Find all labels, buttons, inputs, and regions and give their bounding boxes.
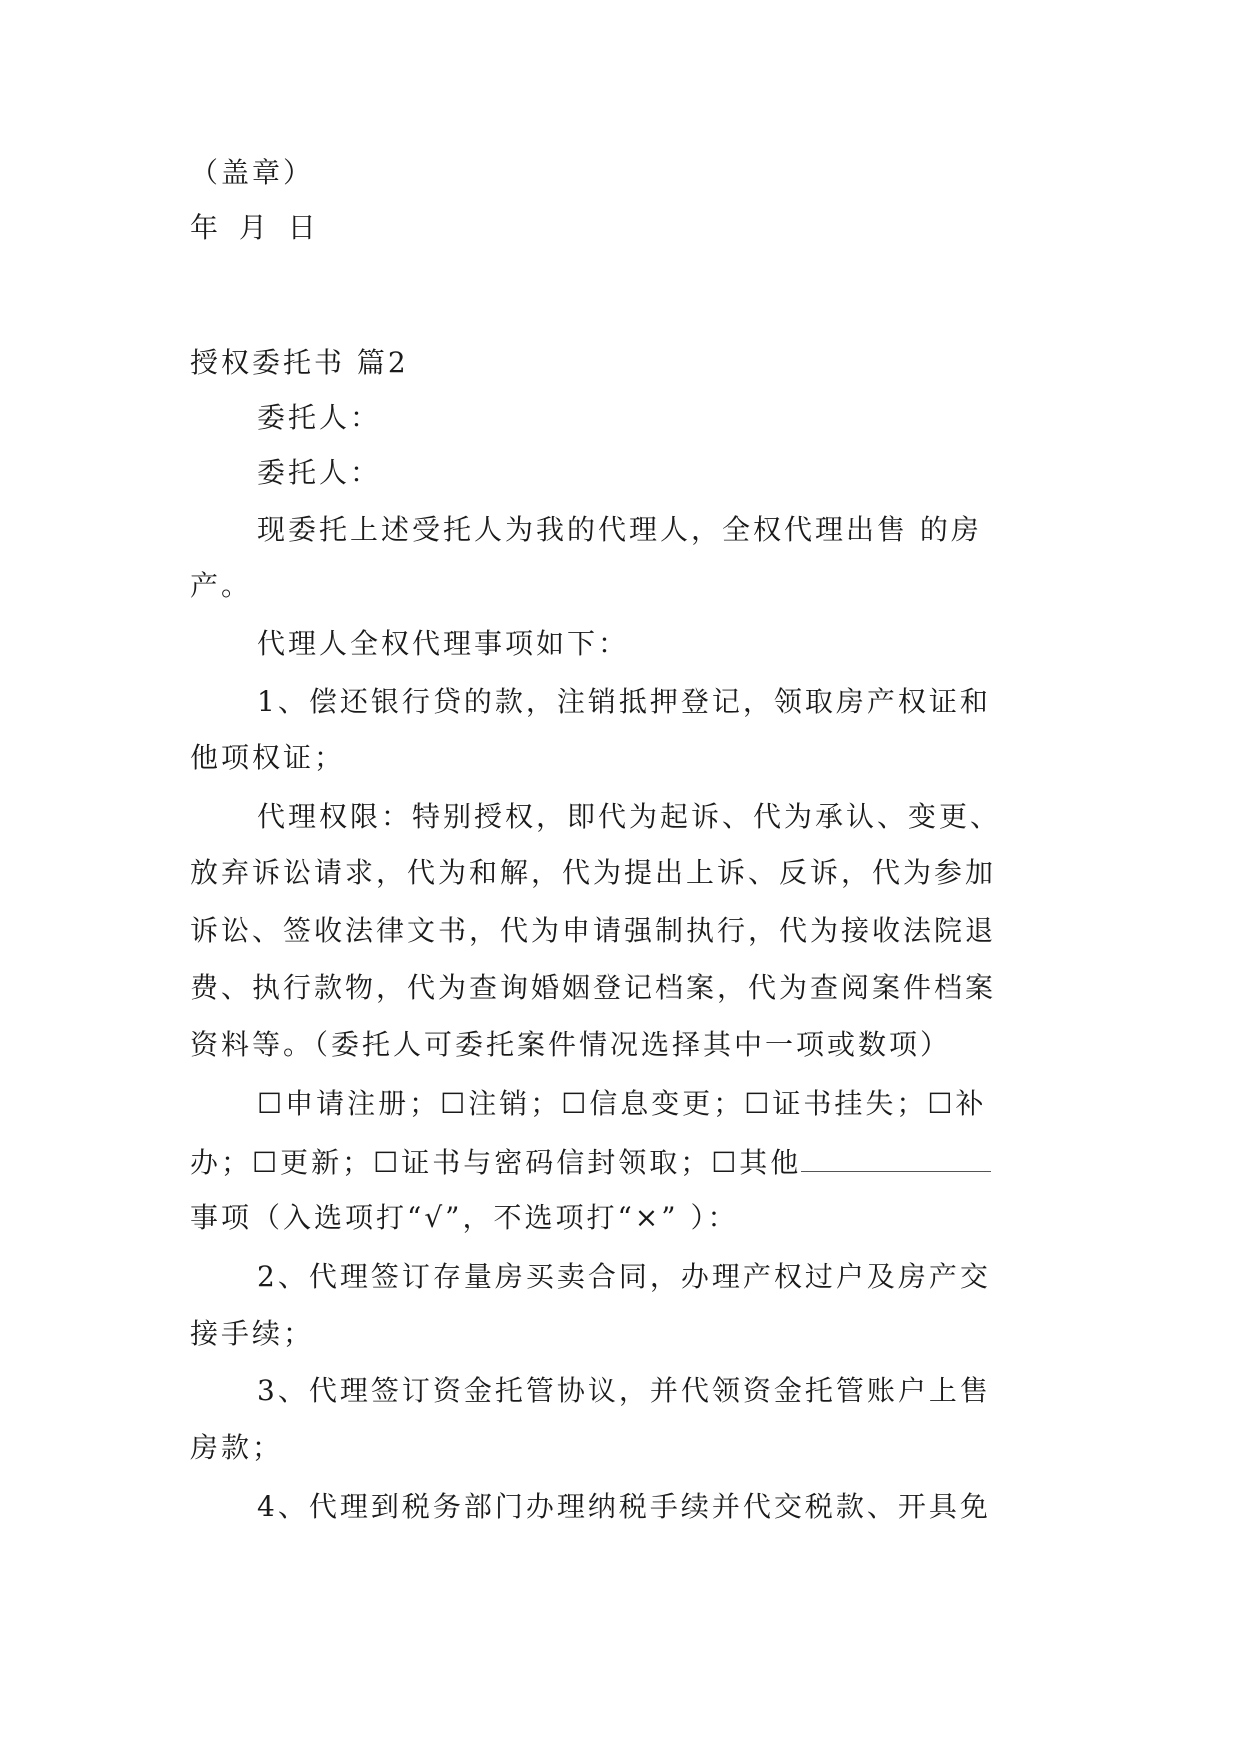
paragraph-line: 3、代理签订资金托管协议，并代领资金托管账户上售 [257, 1374, 991, 1407]
checkbox-options-line [190, 1141, 991, 1183]
date-line: 年 月 日 [190, 211, 322, 244]
paragraph-line: 他项权证； [190, 741, 346, 774]
paragraph-line: 代理权限：特别授权，即代为起诉、代为承认、变更、 [257, 800, 1002, 833]
checkbox-options-line: ☐申请注册；☐注销；☐信息变更；☐证书挂失；☐补 [257, 1087, 987, 1120]
paragraph-line: 代理人全权代理事项如下： [257, 627, 630, 660]
paragraph-line: 产。 [190, 569, 253, 602]
paragraph-line: 2、代理签订存量房买卖合同，办理产权过户及房产交 [257, 1260, 991, 1293]
paragraph-line: 房款； [190, 1431, 284, 1464]
paragraph-line: 放弃诉讼请求，代为和解，代为提出上诉、反诉，代为参加 [190, 856, 997, 889]
paragraph-line: 4、代理到税务部门办理纳税手续并代交税款、开具免 [257, 1490, 991, 1523]
principal-line-2: 委托人： [257, 456, 382, 489]
section-title: 授权委托书 篇2 [190, 346, 409, 379]
other-blank-line [801, 1141, 991, 1172]
paragraph-line: 事项（入选项打“√”，不选项打“×” ）： [190, 1201, 739, 1234]
checkbox-options-text: 办；☐更新；☐证书与密码信封领取；☐其他 [190, 1146, 802, 1179]
paragraph-line: 诉讼、签收法律文书，代为申请强制执行，代为接收法院退 [190, 914, 997, 947]
paragraph-line: 现委托上述受托人为我的代理人，全权代理出售 的房 [257, 513, 982, 546]
paragraph-line: 资料等。（委托人可委托案件情况选择其中一项或数项） [190, 1028, 952, 1061]
seal-text: （盖章） [190, 156, 315, 189]
paragraph-line: 接手续； [190, 1317, 315, 1350]
paragraph-line: 1、偿还银行贷的款，注销抵押登记，领取房产权证和 [257, 685, 991, 718]
principal-line-1: 委托人： [257, 401, 382, 434]
paragraph-line: 费、执行款物，代为查询婚姻登记档案，代为查阅案件档案 [190, 971, 997, 1004]
